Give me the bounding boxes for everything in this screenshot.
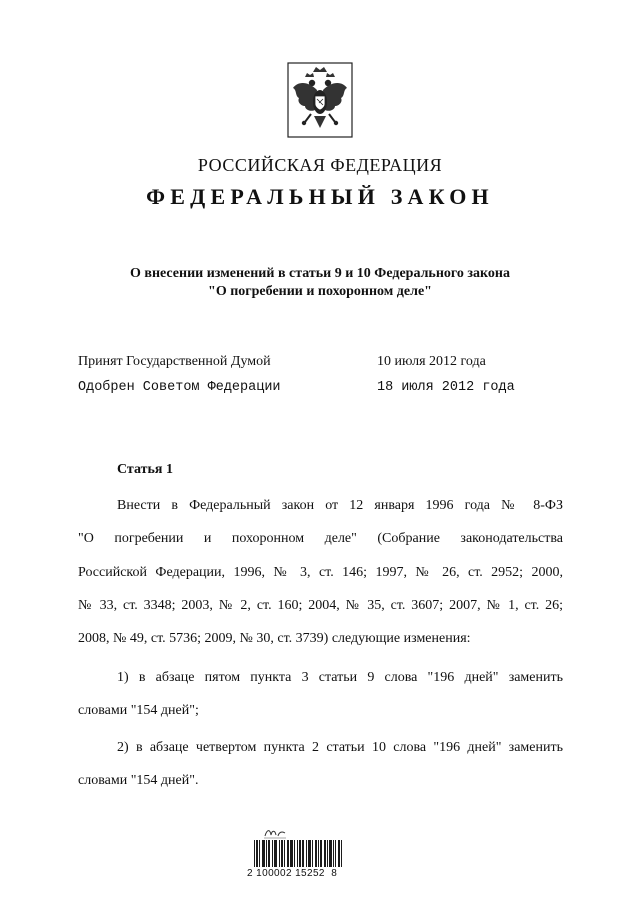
approved-by-council-label: Одобрен Советом Федерации bbox=[78, 380, 281, 395]
registration-mark-icon bbox=[263, 827, 287, 839]
item-1-line: словами "154 дней"; bbox=[78, 703, 199, 718]
document-type: ФЕДЕРАЛЬНЫЙ ЗАКОН bbox=[146, 184, 494, 209]
approved-by-council-date: 18 июля 2012 года bbox=[377, 380, 515, 395]
country-name: РОССИЙСКАЯ ФЕДЕРАЦИЯ bbox=[197, 155, 443, 175]
document-title-line-1: О внесении изменений в статьи 9 и 10 Федерального закона bbox=[130, 266, 510, 281]
barcode-icon bbox=[254, 840, 342, 867]
coat-of-arms-icon bbox=[287, 62, 353, 138]
paragraph-line: № 33, ст. 3348; 2003, № 2, ст. 160; 2004, № 35, ст. 3607; 2007, № 1, ст. 26; bbox=[78, 598, 563, 613]
item-2-line: 2) в абзаце четвертом пункта 2 статьи 10 слова "196 дней" заменить bbox=[117, 740, 563, 755]
article-heading: Статья 1 bbox=[117, 462, 173, 477]
paragraph-line: "О погребении и похоронном деле" (Собрание законодательства bbox=[78, 531, 563, 546]
document-title-line-2: "О погребении и похоронном деле" bbox=[208, 284, 432, 299]
item-2-line: словами "154 дней". bbox=[78, 773, 199, 788]
item-1-line: 1) в абзаце пятом пункта 3 статьи 9 слова "196 дней" заменить bbox=[117, 670, 563, 685]
adopted-by-duma-label: Принят Государственной Думой bbox=[78, 354, 271, 369]
barcode-number: 2 100002 15252 8 bbox=[247, 868, 338, 879]
paragraph-line: Внести в Федеральный закон от 12 января 1996 года № 8-ФЗ bbox=[117, 498, 563, 513]
adopted-by-duma-date: 10 июля 2012 года bbox=[377, 354, 486, 369]
paragraph-line: 2008, № 49, ст. 5736; 2009, № 30, ст. 3739) следующие изменения: bbox=[78, 631, 471, 646]
paragraph-line: Российской Федерации, 1996, № 3, ст. 146; 1997, № 26, ст. 2952; 2000, bbox=[78, 565, 563, 580]
